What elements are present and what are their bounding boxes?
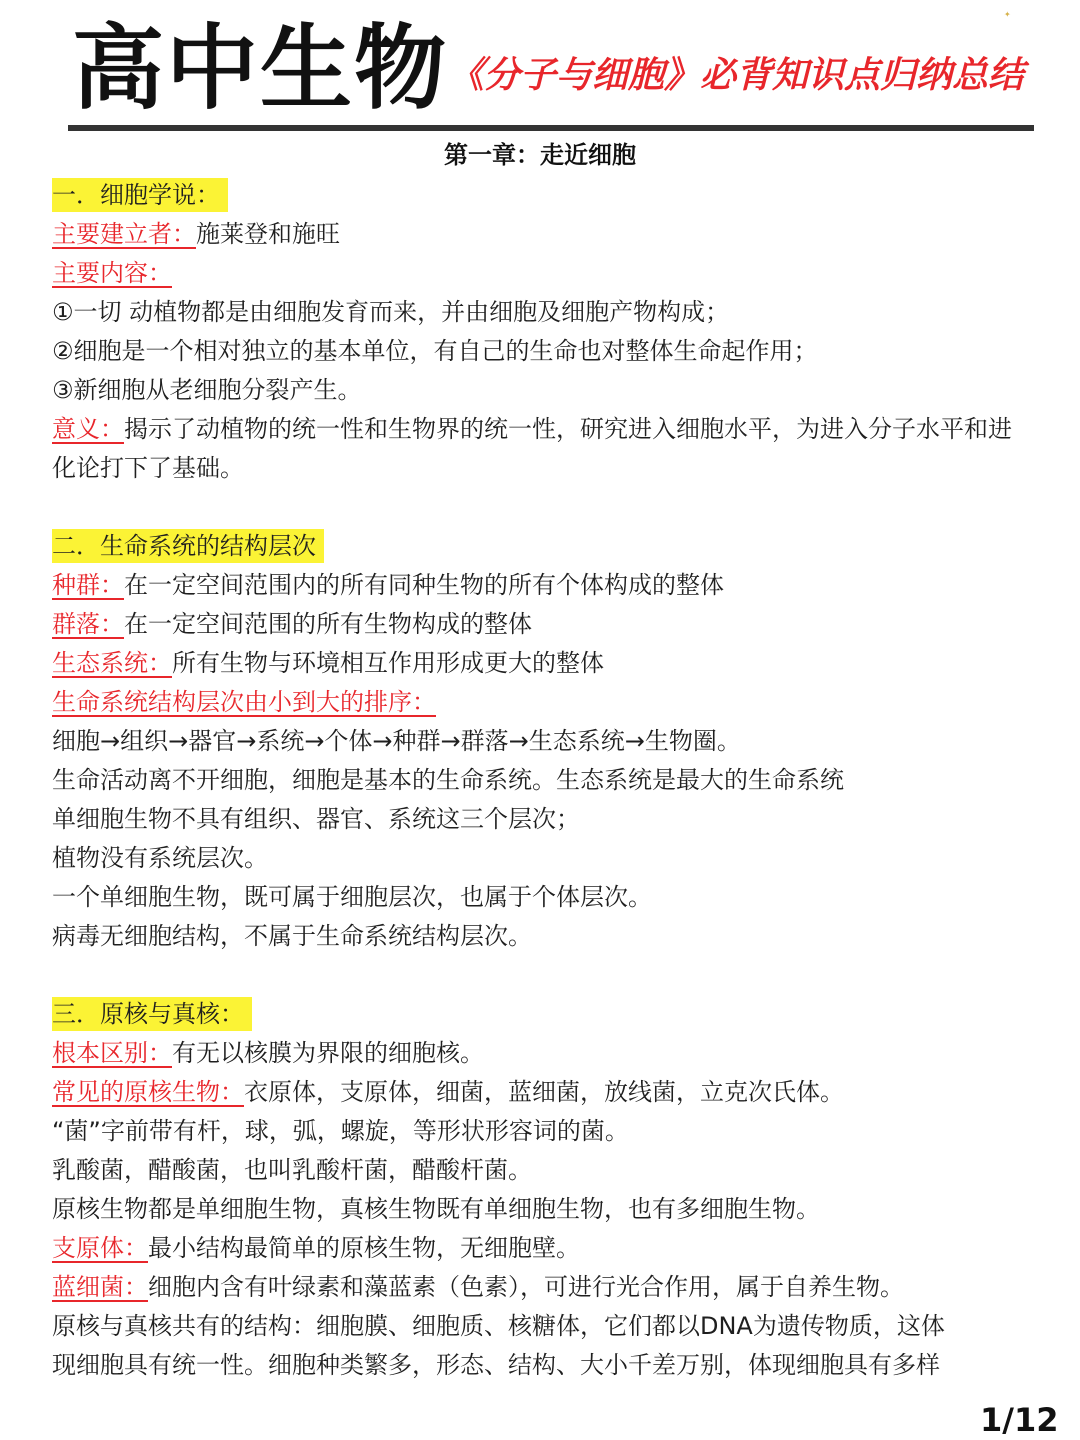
term-text: 现细胞具有统一性。细胞种类繁多，形态、结构、大小千差万别，体现细胞具有多样 — [52, 1351, 940, 1379]
term-text: 生命活动离不开细胞，细胞是基本的生命系统。生态系统是最大的生命系统 — [52, 766, 844, 794]
section-heading — [52, 995, 1032, 1034]
sub-title: 《分子与细胞》必背知识点归纳总结 — [448, 55, 1025, 96]
term-text: 细胞内含有叶绿素和藻蓝素（色素），可进行光合作用，属于自养生物。 — [148, 1273, 904, 1301]
term-text: 揭示了动植物的统一性和生物界的统一性，研究进入细胞水平，为进入分子水平和进化论打下了基础。 — [52, 415, 1012, 482]
note-line — [52, 761, 1032, 800]
note-line — [52, 605, 1032, 644]
note-line — [52, 566, 1032, 605]
sparkle-icon: ✦ — [1004, 10, 1011, 19]
term-label: 主要建立者： — [52, 220, 196, 248]
term-text: 有无以核膜为界限的细胞核。 — [172, 1039, 484, 1067]
header-divider — [68, 125, 1034, 131]
term-text: 施莱登和施旺 — [196, 220, 340, 248]
term-text: 一个单细胞生物，既可属于细胞层次，也属于个体层次。 — [52, 883, 652, 911]
note-line — [52, 254, 1032, 293]
note-line — [52, 917, 1032, 956]
note-line — [52, 1151, 1032, 1190]
note-line — [52, 371, 1032, 410]
section-gap — [52, 488, 1032, 527]
page-number: 1/12 — [980, 1401, 1059, 1439]
note-line — [52, 293, 1032, 332]
note-line — [52, 1229, 1032, 1268]
term-text: 原核生物都是单细胞生物，真核生物既有单细胞生物，也有多细胞生物。 — [52, 1195, 820, 1223]
term-text: 植物没有系统层次。 — [52, 844, 268, 872]
term-label: 根本区别： — [52, 1039, 172, 1067]
section-heading-text: 一．细胞学说： — [52, 178, 228, 212]
term-label: 群落： — [52, 610, 124, 638]
term-text: 原核与真核共有的结构：细胞膜、细胞质、核糖体，它们都以DNA为遗传物质，这体 — [52, 1312, 945, 1340]
note-line — [52, 1268, 1032, 1307]
term-text: ②细胞是一个相对独立的基本单位，有自己的生命也对整体生命起作用； — [52, 337, 818, 365]
notes-content — [52, 176, 1032, 1385]
term-label: 支原体： — [52, 1234, 148, 1262]
note-line — [52, 215, 1032, 254]
note-line — [52, 1307, 1032, 1346]
note-line — [52, 1034, 1032, 1073]
section-heading-text: 三．原核与真核： — [52, 997, 252, 1031]
note-line — [52, 1112, 1032, 1151]
term-text: 细胞→组织→器官→系统→个体→种群→群落→生态系统→生物圈。 — [52, 727, 741, 755]
term-label: 生态系统： — [52, 649, 172, 677]
note-line — [52, 722, 1032, 761]
term-label: 蓝细菌： — [52, 1273, 148, 1301]
note-line — [52, 1346, 1032, 1385]
term-text: 单细胞生物不具有组织、器官、系统这三个层次； — [52, 805, 580, 833]
chapter-title: 第一章：走近细胞 — [444, 141, 636, 169]
term-text: “菌”字前带有杆，球，弧，螺旋，等形状形容词的菌。 — [52, 1117, 629, 1145]
section-heading-text: 二．生命系统的结构层次 — [52, 529, 324, 563]
note-line — [52, 1190, 1032, 1229]
note-line — [52, 800, 1032, 839]
note-line — [52, 1073, 1032, 1112]
term-text: ①一切 动植物都是由细胞发育而来，并由细胞及细胞产物构成； — [52, 298, 730, 326]
term-text: ③新细胞从老细胞分裂产生。 — [52, 376, 362, 404]
term-text: 所有生物与环境相互作用形成更大的整体 — [172, 649, 604, 677]
term-text: 衣原体，支原体，细菌，蓝细菌，放线菌，立克次氏体。 — [244, 1078, 844, 1106]
main-title: 高中生物 — [72, 15, 449, 122]
term-text: 在一定空间范围内的所有同种生物的所有个体构成的整体 — [124, 571, 724, 599]
term-text: 最小结构最简单的原核生物，无细胞壁。 — [148, 1234, 580, 1262]
section-heading — [52, 527, 1032, 566]
note-line — [52, 332, 1032, 371]
note-line — [52, 644, 1032, 683]
term-label: 常见的原核生物： — [52, 1078, 244, 1106]
term-label: 主要内容： — [52, 259, 172, 287]
section-heading — [52, 176, 1032, 215]
section-gap — [52, 956, 1032, 995]
term-label: 生命系统结构层次由小到大的排序： — [52, 688, 436, 716]
term-text: 乳酸菌，醋酸菌，也叫乳酸杆菌，醋酸杆菌。 — [52, 1156, 532, 1184]
term-label: 种群： — [52, 571, 124, 599]
note-line — [52, 878, 1032, 917]
note-line — [52, 839, 1032, 878]
note-line — [52, 410, 1032, 488]
term-text: 在一定空间范围的所有生物构成的整体 — [124, 610, 532, 638]
term-text: 病毒无细胞结构，不属于生命系统结构层次。 — [52, 922, 532, 950]
page-header — [0, 0, 1080, 140]
note-line — [52, 683, 1032, 722]
term-label: 意义： — [52, 415, 124, 443]
